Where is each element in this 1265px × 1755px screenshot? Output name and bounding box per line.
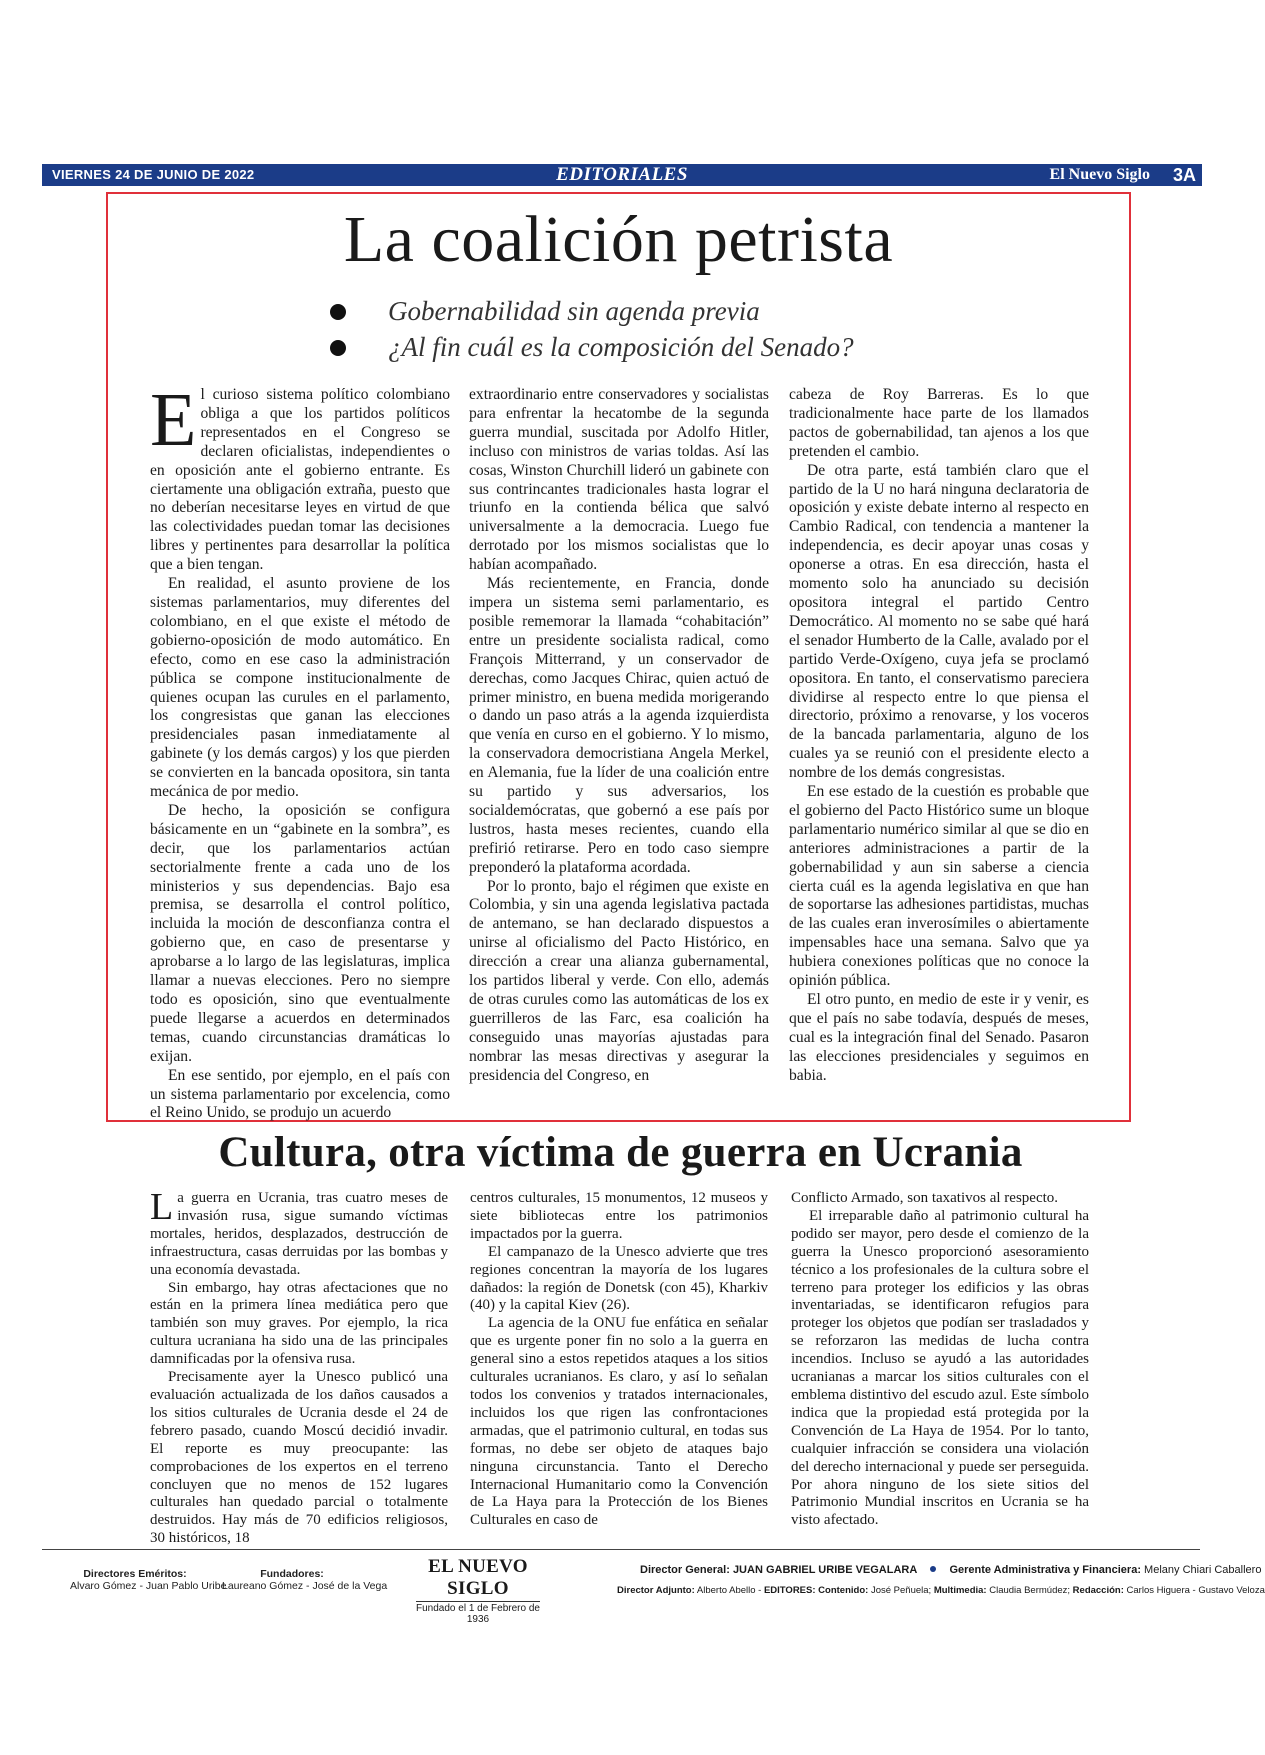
article2-column-3: Conflicto Armado, son taxativos al respecto. El irreparable daño al patrimonio cultural ha podido ser mayor, pero desde el comienzo de la guerra la Unesco proporcionó asesoramiento técnico a los profesionales de la cultura sobre el terreno para proteger los edificios y las obras inventariadas, se identificaron refugios para proteger los objetos que podían ser trasladados y se reforzaron las medidas de lucha contra incendios. Incluso se ayudó a las autoridades ucranianas a marcar los sitios culturales con el emblema distintivo del escudo azul. Este símbolo indica que la propiedad está protegida por la Convención de La Haya de 1954. Por lo tanto, cualquier infracción se considera una violación del derecho internacional y puede ser perseguida. Por ahora ninguno de los siete sitios del Patrimonio Mundial inscritos en Ucrania se ha visto afectado. <box>791 1190 1089 1529</box>
article1-title: La coalición petrista <box>343 203 894 276</box>
page-number: 3A <box>1172 165 1196 185</box>
bullet-icon <box>330 304 346 320</box>
dropcap: L <box>150 1186 174 1228</box>
bullet-icon <box>330 340 346 356</box>
publication-name: El Nuevo Siglo <box>1049 166 1150 183</box>
footer-editors: Director Adjunto: Alberto Abello - EDITORES: Contenido: José Peñuela; Multimedia: Claudia Bermúdez; Redacción: Carlos Higuera - Gustavo Veloza <box>617 1585 1265 1596</box>
article1-column-2: extraordinario entre conservadores y socialistas para enfrentar la hecatombe de la segunda guerra mundial, suscitada por Adolfo Hitler, incluso con ministros de varias toldas. Así las cosas, Winston Churchill lideró un gabinete con sus contrincantes tradicionales hasta lograr el triunfo en la contienda bélica que salvó universalmente a la democracia. Luego fue derrotado por los mismos socialistas que lo habían acompañado. Más recientemente, en Francia, donde impera un sistema semi parlamentario, es posible rememorar la llamada “cohabitación” entre un presidente socialista radical, como François Mitterrand, y un conservador de derechas, como Jacques Chirac, quien actuó de primer ministro, en buena medida morigerando o dando un paso atrás a la agenda izquierdista que venía en curso en el gobierno. Y lo mismo, la conservadora democristiana Angela Merkel, en Alemania, fue la líder de una coalición entre su partido y sus adversarios, los socialdemócratas, que gobernó a ese país por lustros, hasta meses recientes, cuando ella prefirió retirarse. Pero en todo caso siempre preponderó la plataforma acordada. Por lo pronto, bajo el régimen que existe en Colombia, y sin una agenda legislativa pactada de antemano, se han declarado dispuestos a unirse al oficialismo del Pacto Histórico, en dirección a crear una alianza gubernamental, los partidos liberal y verde. Con ello, además de otras curules como las automáticas de los ex guerrilleros de las Farc, esa coalición ha conseguido unas mayorías ajustadas para nombrar las mesas directivas y asegurar la presidencia del Congreso, en <box>469 386 769 1084</box>
founded-date: Fundado el 1 de Febrero de 1936 <box>416 1603 540 1625</box>
article2-title: Cultura, otra víctima de guerra en Ucrania <box>218 1129 1023 1176</box>
footer-fundadores: Fundadores: Laureano Gómez - José de la Vega <box>222 1568 388 1592</box>
footer-emeritos: Directores Eméritos: Alvaro Gómez - Juan Pablo Uribe <box>70 1568 227 1592</box>
separator-bullet-icon <box>930 1566 936 1572</box>
section-header-bar <box>42 164 1202 186</box>
issue-date: VIERNES 24 DE JUNIO DE 2022 <box>52 167 255 182</box>
footer-director: Director General: JUAN GABRIEL URIBE VEGALARA Gerente Administrativa y Financiera: Melany Chiari Caballero <box>640 1564 1262 1576</box>
article1-column-1: El curioso sistema político colombiano obliga a que los partidos políticos representados en el Congreso se declaren oficialistas, independientes o en oposición ante el gobierno entrante. Es ciertamente una obligación extraña, puesto que no deberían necesitarse leyes en virtud de que las colectividades puedan tomar las decisiones libres y pertinentes para desarrollar la política que a bien tengan. En realidad, el asunto proviene de los sistemas parlamentarios, muy diferentes del colombiano, en el que existe el método de gobierno-oposición de modo automático. En efecto, como en ese caso la administración pública se compone institucionalmente de quienes ocupan las curules en el parlamento, los congresistas que ganan las elecciones presidenciales pasan inmediatamente al gabinete (y los demás cargos) y los que pierden se convierten en la bancada opositora, sin tanta mecánica de por medio. De hecho, la oposición se configura básicamente en un “gabinete en la sombra”, es decir, que los parlamentarios actúan sectorialmente frente a cada uno de los ministerios y sus dependencias. Bajo esa premisa, se desarrolla el control político, incluida la moción de desconfianza contra el gobierno que, en caso de presentarse y aprobarse a lo largo de las legislaturas, implica llamar a nuevas elecciones. Pero no siempre todo es oposición, sino que eventualmente puede llegarse a acuerdos en determinados temas, cuando circunstancias dramáticas lo exijan. En ese sentido, por ejemplo, en el país con un sistema parlamentario por excelencia, como el Reino Unido, se produjo un acuerdo <box>150 378 450 1122</box>
article2-column-2: centros culturales, 15 monumentos, 12 museos y siete bibliotecas entre los patrimonios impactados por la guerra. El campanazo de la Unesco advierte que tres regiones concentran la mayoría de los lugares dañados: la región de Donetsk (con 45), Kharkiv (40) y la capital Kiev (26). La agencia de la ONU fue enfática en señalar que es urgente poner fin no solo a la guerra en general sino a estos repetidos ataques a los sitios culturales ucranianos. Es claro, y así lo señalan todos los convenios y tratados internacionales, incluidos los que rigen las confrontaciones armadas, que el patrimonio cultural, en todas sus formas, no debe ser objeto de ataques bajo ninguna circunstancia. Tanto el Derecho Internacional Humanitario como la Convención de La Haya para la Protección de los Bienes Culturales en caso de <box>470 1190 768 1529</box>
dropcap: E <box>150 378 197 462</box>
article1-column-3: cabeza de Roy Barreras. Es lo que tradicionalmente hace parte de los llamados pactos de gobernabilidad, tan ajenos a los que pretenden el cambio. De otra parte, está también claro que el partido de la U no hará ninguna declaratoria de oposición y existe debate interno al respecto en Cambio Radical, con tendencia a mantener la independencia, es decir apoyar unas cosas y oponerse a otras. En esa dirección, hasta el momento solo ha anunciado su decisión opositora integral el partido Centro Democrático. Al momento no se sabe qué hará el senador Humberto de la Calle, avalado por el partido Verde-Oxígeno, cuya jefa se proclamó opositora. En tanto, el conservatismo pareciera dividirse al respecto entre lo que piensa el directorio, próximo a renovarse, y los voceros de la bancada parlamentaria, alguno de los cuales ya se reunió con el presidente electo a nombre de los demás congresistas. En ese estado de la cuestión es probable que el gobierno del Pacto Histórico sume un bloque parlamentario numérico similar al que se dio en anteriores administraciones a partir de la gobernabilidad y aun sin saberse a ciencia cierta cuál es la agenda legislativa en que han de soportarse las adhesiones partidistas, muchas de las cuales eran inverosímiles o abiertamente impensables hace una semana. Salvo que ya hubiera conexiones políticas que no conoce la opinión pública. El otro punto, en medio de este ir y venir, es que el país no sabe todavía, después de meses, cual es la integración final del Senado. Pasaron las elecciones presidenciales y seguimos en babia. <box>789 386 1089 1084</box>
footer-divider <box>42 1549 1200 1550</box>
article2-column-1: La guerra en Ucrania, tras cuatro meses de invasión rusa, sigue sumando víctimas mortales, heridos, desplazados, destrucción de infraestructura, casas derruidas por las bombas y una economía devastada. Sin embargo, hay otras afectaciones que no están en la primera línea mediática pero que también son muy graves. Por ejemplo, la rica cultura ucraniana ha sido una de las principales damnificadas por la ofensiva rusa. Precisamente ayer la Unesco publicó una evaluación actualizada de los daños causados a los sitios culturales de Ucrania desde el 24 de febrero pasado, cuando Moscú decidió invadir. El reporte es muy preocupante: las comprobaciones de los expertos en el terreno concluyen que no menos de 152 lugares culturales han quedado parcial o totalmente destruidos. Hay más de 70 edificios religiosos, 30 históricos, 18 <box>150 1186 448 1547</box>
masthead-logo: EL NUEVO SIGLO <box>428 1556 528 1599</box>
footer-masthead <box>408 1556 548 1625</box>
section-title: EDITORIALES <box>556 164 688 185</box>
